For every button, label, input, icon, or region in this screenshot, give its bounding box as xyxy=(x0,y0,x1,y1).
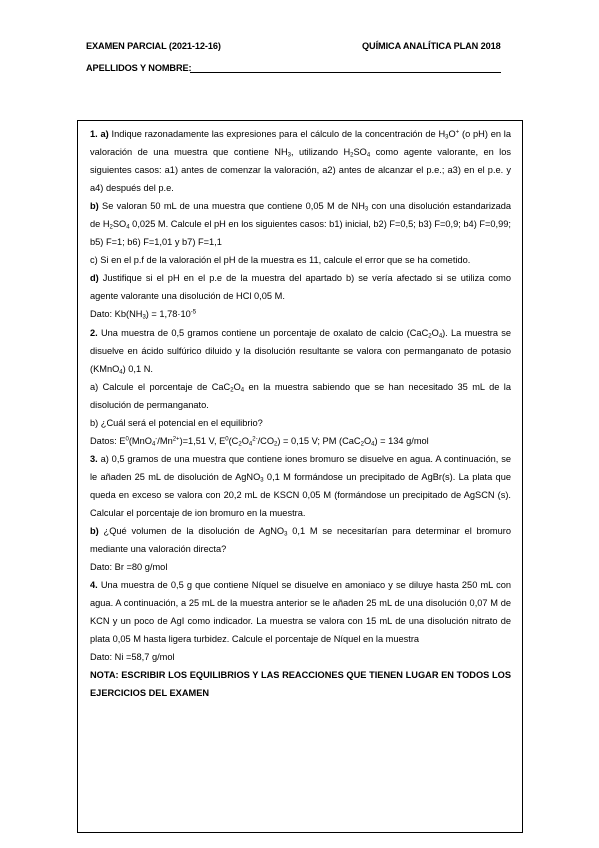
questions-content xyxy=(90,125,511,703)
question-2-intro: 2. Una muestra de 0,5 gramos contiene un porcentaje de oxalato de calcio $(CaC_2O_4)$. La muestra se disuelve en ácido sulfúrico diluido y la disolución resultante se valora con permanganato de potasio (KMnO$_4$) 0,1 N. xyxy=(90,327,511,376)
name-underline xyxy=(190,72,501,73)
question-2a: a) Calcule el porcentaje de $CaC_2O_4$ en la muestra sabiendo que se han necesitado 35 mL de la disolución de permanganato. xyxy=(90,381,511,410)
name-label: APELLIDOS Y NOMBRE: xyxy=(86,63,192,73)
question-3-data: Dato: Br =80 g/mol xyxy=(90,562,168,573)
question-4: 4. Una muestra de 0,5 g que contiene Níquel se disuelve en amoniaco y se diluye hasta 250 mL con agua. A continuación, a 25 mL de la muestra anterior se le añaden 25 mL de una disolución 0,07 M de KCN y un poco de AgI como indicador. La muestra se valora con 15 mL de una disolución nitrato de plata 0,05 M hasta ligera turbidez. Calcule el porcentaje de Níquel en la muestra xyxy=(90,580,511,645)
question-2b: b) ¿Cuál será el potencial en el equilibrio? xyxy=(90,417,263,428)
question-1c: c) Si en el p.f de la valoración el pH de la muestra es 11, calcule el error que se ha cometido. xyxy=(90,255,471,266)
question-4-data: Dato: Ni =58,7 g/mol xyxy=(90,652,175,663)
question-3b: b) ¿Qué volumen de la disolución de AgNO$_3$ 0,1 M se necesitarían para determinar el bromuro mediante una valoración directa? xyxy=(90,526,512,555)
question-3a: 3. a) 0,5 gramos de una muestra que contiene iones bromuro se disuelve en agua. A continuación, se le añaden 25 mL de disolución de AgNO$_3$ 0,1 M formándose un precipitado de AgBr(s). La plata que queda en exceso se valora con 20,2 mL de KSCN 0,05 M (formándose un precipitado de AgSCN (s). Calcular el porcentaje de ion bromuro en la muestra. xyxy=(90,453,511,518)
exam-note: NOTA: ESCRIBIR LOS EQUILIBRIOS Y LAS REACCIONES QUE TIENEN LUGAR EN TODOS LOS EJERCICIOS DEL EXAMEN xyxy=(90,670,511,699)
question-1b: b) Se valoran 50 mL de una muestra que contiene 0,05 M de $NH_3$ con una disolución estandarizada de $H_2SO_4$ 0,025 M. Calcule el pH en los siguientes casos: b1) inicial, b2) F=0,5; b3) F=0,9; b4) F=0,99; b5) F=1; b6) F=1,01 y b7) F=1,1 xyxy=(90,201,511,248)
question-1-data: Dato: $Kb(NH_3) = 1,78\cdot 10^{-5}$ xyxy=(90,309,197,321)
question-2-data: Datos: $E^0(MnO_4^-/Mn^{2+})=1,51$ V, $E^0(C_2O_4^{2-}/CO_2) = 0,15$ V; PM $(CaC_2O_4) = 134$ g/mol xyxy=(90,435,429,448)
course-title: QUÍMICA ANALÍTICA PLAN 2018 xyxy=(362,41,501,51)
question-1d: d) Justifique si el pH en el p.e de la muestra del apartado b) se vería afectado si se utiliza como agente valorante una disolución de HCl 0,05 M. xyxy=(90,273,511,302)
exam-title: EXAMEN PARCIAL (2021-12-16) xyxy=(86,41,221,51)
question-1a: 1. a) Indique razonadamente las expresiones para el cálculo de la concentración de $H_3O^+$ (o pH) en la valoración de una muestra que contiene $NH_3$, utilizando $H_2SO_4$ como agente valorante, en los siguientes casos: a1) antes de comenzar la valoración, a2) antes de alcanzar el p.e.; a3) en el p.e. y a4) después del p.e. xyxy=(90,129,511,194)
